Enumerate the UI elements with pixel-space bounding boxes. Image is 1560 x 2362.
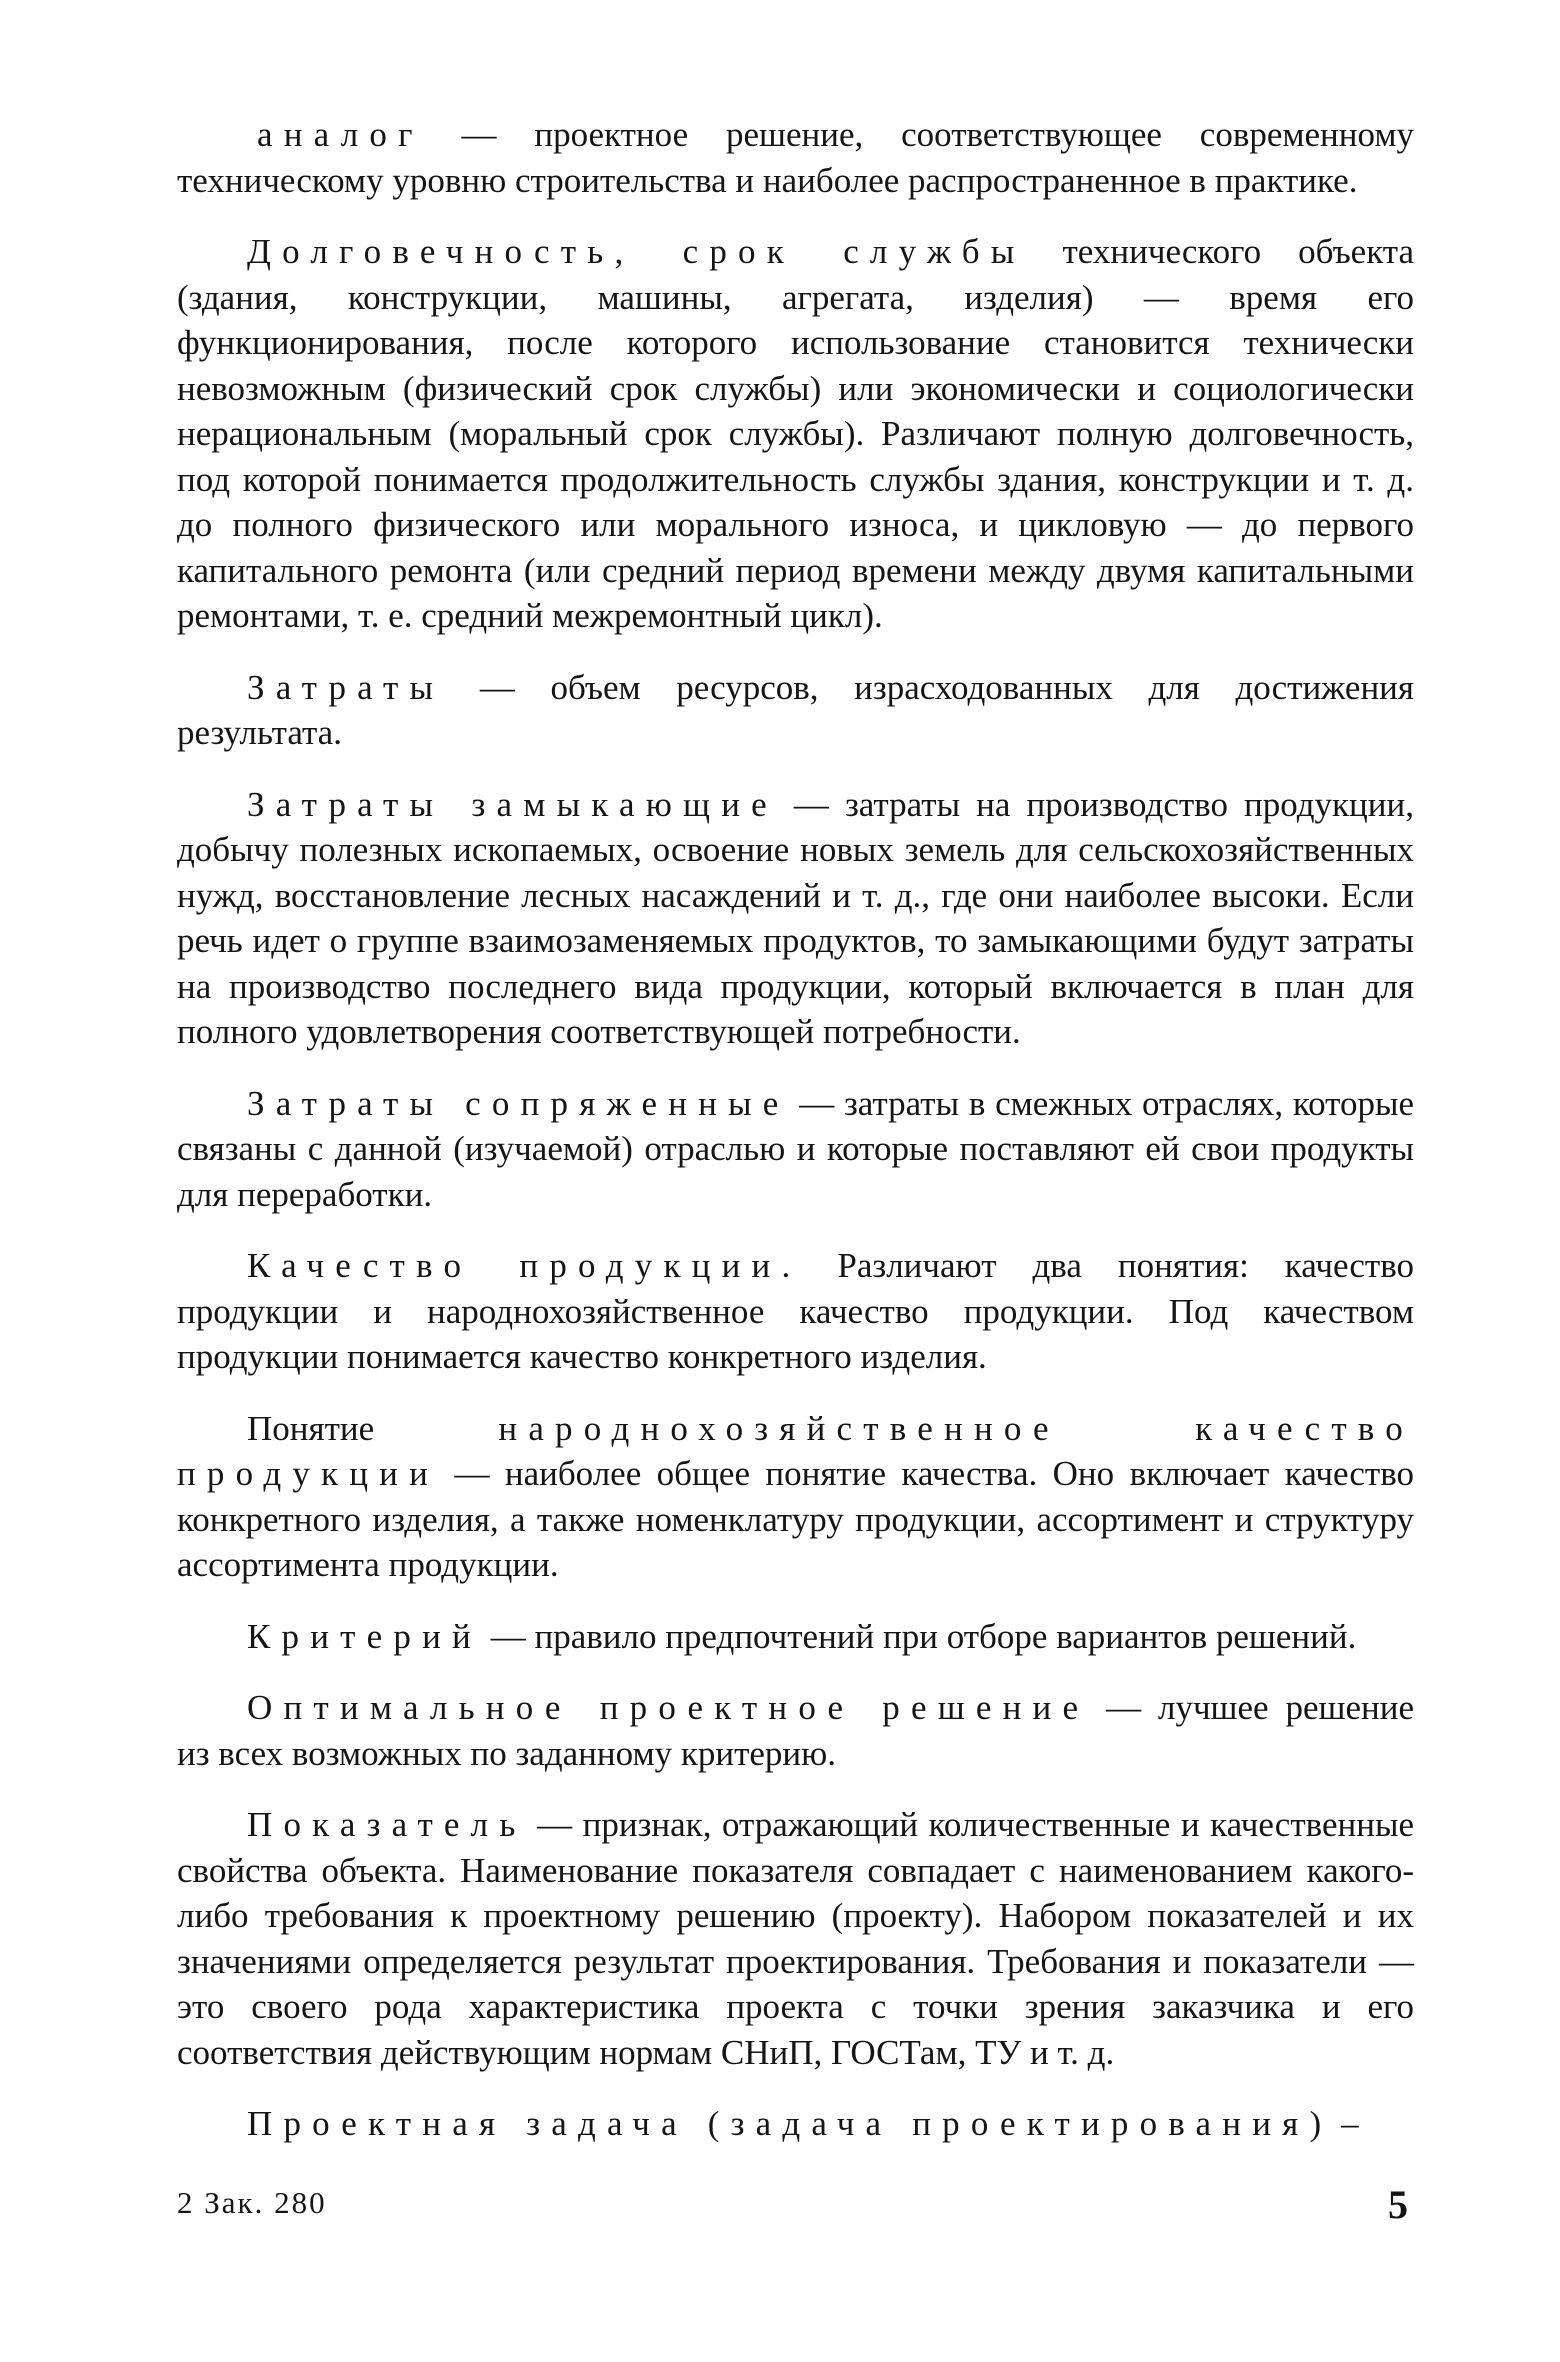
definition-dolgovechnost: технического объекта (здания, конструкции, машины, агрегата, изделия) — время его функционирования, после которого использование становится технически невозможным (физический срок службы) или экономически и социологически нерациональным (моральный срок службы). Различают полную долговечность, под которой понимается продолжительность службы здания, конструкции и т. д. до полного физического или морального износа, и цикловую — до первого капитального ремонта (или средний период времени между двумя капитальными ремонтами, т. е. средний межремонтный цикл). [177,232,1414,635]
printer-signature: 2 Зак. 280 [177,2185,327,2220]
term-pokazatel: Показатель [247,1805,527,1844]
definition-kriteriy: — правило предпочтений при отборе вариантов решений. [481,1616,1357,1656]
paragraph-kriteriy [177,1614,1414,1660]
definition-zatraty-zamykayushchie: — затраты на производство продукции, добычу полезных ископаемых, освоение новых земель для сельскохозяйственных нужд, восстановление лесных насаждений и т. д., где они наиболее высоки. Если речь идет о группе взаимозаменяемых продуктов, то замыкающими будут затраты на производство последнего вида продукции, который включается в план для полного удовлетворения соответствующей потребности. [177,784,1414,1051]
definition-zatraty: — объем ресурсов, израсходованных для достижения результата. [177,667,1414,752]
term-zatraty-sopryazhennye: Затраты сопряженные [247,1083,790,1123]
term-dolgovechnost: Долговечность, срок службы [247,232,1026,271]
definition-narodnokhozyaystvennoe: — наиболее общее понятие качества. Оно включает качество конкретного изделия, а также номенклатуру продукции, ассортимент и структуру ассортимента продукции. [177,1454,1414,1584]
definition-proektnaya-zadacha: – [1332,2104,1359,2143]
paragraph-proektnaya-zadacha [177,2101,1414,2147]
term-proektnaya-zadacha: Проектная задача (задача проектирования) [247,2104,1333,2143]
paragraph-analog [177,112,1414,203]
page-number: 5 [1388,2182,1408,2227]
term-analog: аналог [257,115,424,154]
paragraph-kachestvo-produkcii [177,1243,1414,1380]
definition-analog: — проектное решение, соответствующее современному техническому уровню строительства и наиболее распространенное в практике. [177,115,1414,200]
page-footer [177,2182,1414,2235]
paragraph-pokazatel [177,1802,1414,2075]
definition-zatraty-sopryazhennye: — затраты в смежных отраслях, которые связаны с данной (изучаемой) отраслью и которые поставляют ей свои продукты для переработки. [177,1083,1414,1214]
term-kriteriy: Критерий [247,1616,482,1656]
paragraph-zatraty [177,665,1414,756]
paragraph-zatraty-zamykayushchie [177,782,1414,1055]
paragraph-dolgovechnost [177,229,1414,639]
term-narodnokhozyaystvennoe: народнохозяйственное качество продукции [177,1408,1414,1493]
term-kachestvo-produkcii: Качество продукции. [247,1246,802,1285]
paragraph-optimalnoe-reshenie [177,1685,1414,1776]
term-zatraty-zamykayushchie: Затраты замыкающие [247,784,778,824]
paragraph-narodnokhozyaystvennoe [177,1406,1414,1588]
definition-pokazatel: — признак, отражающий количественные и качественные свойства объекта. Наименование показателя совпадает с наименованием какого-либо требования к проектному решению (проекту). Набором показателей и их значениями определяется результат проектирования. Требования и показатели — это своего рода характеристика проекта с точки зрения заказчика и его соответствия действующим нормам СНиП, ГОСТам, ТУ и т. д. [177,1805,1414,2072]
paragraph-zatraty-sopryazhennye [177,1081,1414,1218]
definition-optimalnoe-reshenie: — лучшее решение из всех возможных по заданному критерию. [177,1688,1414,1773]
term-zatraty: Затраты [247,667,445,707]
lead-narodnokhozyaystvennoe: Понятие [247,1408,499,1448]
definition-kachestvo-produkcii: Различают два понятия: качество продукции и народнохозяйственное качество продукции. Под качеством продукции понимается качество конкретного изделия. [177,1246,1414,1376]
term-optimalnoe-reshenie: Оптимальное проектное решение [247,1688,1090,1727]
page-text-block [177,112,1414,2262]
